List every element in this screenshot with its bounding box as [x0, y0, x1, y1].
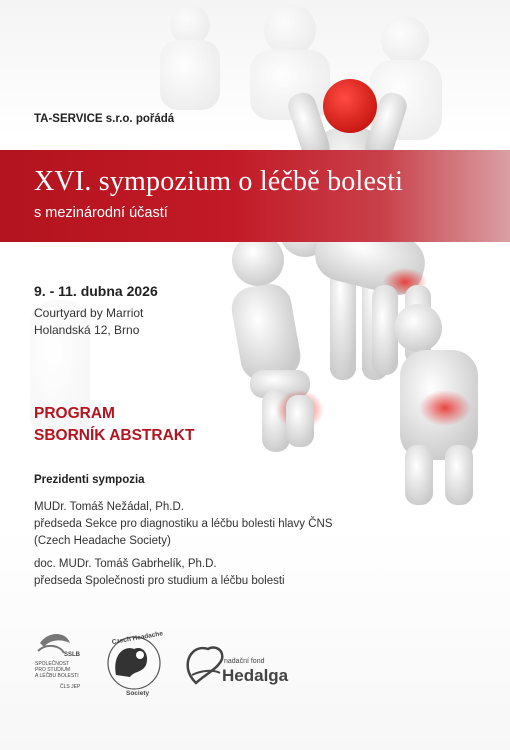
hedalga-logo [188, 647, 289, 685]
sslb-logo [35, 634, 81, 690]
hedalga-small: nadační fond [224, 658, 265, 665]
organizer-line: TA-SERVICE s.r.o. pořádá [34, 113, 175, 125]
partner-logos [0, 625, 510, 705]
presidents-heading: Prezidenti sympozia [34, 474, 145, 486]
figure-knee-pain [228, 234, 324, 452]
abstracts-label: SBORNÍK ABSTRAKT [34, 427, 195, 444]
czech-headache-society-logo [108, 630, 164, 697]
president-role: předseda Společnosti pro studium a léčbu bolesti [34, 575, 285, 587]
event-date: 9. - 11. dubna 2026 [34, 283, 158, 299]
president-note: (Czech Headache Society) [34, 535, 171, 547]
sslb-line1: SPOLEČNOST [35, 661, 70, 667]
event-venue [34, 305, 143, 339]
chs-top: Czech Headache [111, 630, 164, 647]
program-label: PROGRAM [34, 405, 115, 422]
sslb-line4: ČLS JEP [60, 684, 81, 690]
sslb-line2: PRO STUDIUM [35, 667, 70, 673]
chs-bottom: Society [126, 690, 150, 697]
president-name: doc. MUDr. Tomáš Gabrhelík, Ph.D. [34, 558, 217, 570]
program-heading [34, 403, 194, 447]
hedalga-name: Hedalga [222, 666, 289, 685]
figure-stomach-pain [394, 304, 478, 505]
symposium-subtitle: s mezinárodní účastí [34, 205, 168, 221]
venue-name: Courtyard by Marriot [34, 306, 144, 320]
president-entry [34, 556, 285, 590]
symposium-title: XVI. sympozium o léčbě bolesti [34, 166, 404, 197]
president-entry [34, 499, 333, 550]
sslb-abbr: SSLB [64, 652, 81, 658]
president-role: předseda Sekce pro diagnostiku a léčbu bolesti hlavy ČNS [34, 518, 333, 530]
venue-address: Holandská 12, Brno [34, 323, 140, 337]
president-name: MUDr. Tomáš Nežádal, Ph.D. [34, 501, 184, 513]
sslb-line3: A LÉČBU BOLESTI [35, 673, 79, 679]
